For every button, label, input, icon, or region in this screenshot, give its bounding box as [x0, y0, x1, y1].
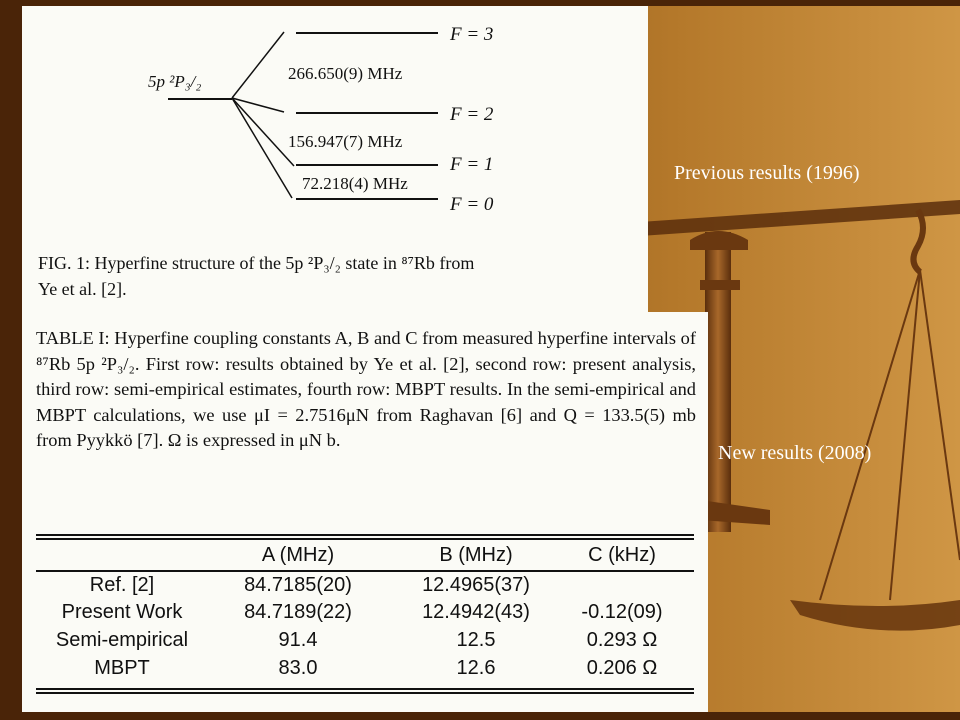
figure-caption — [38, 250, 638, 302]
row-label: Semi-empirical — [55, 629, 189, 651]
level-line-f3 — [296, 32, 438, 34]
cell-c: 0.293 Ω — [586, 629, 658, 651]
table-caption: TABLE I: Hyperfine coupling constants A, B and C from measured hyperfine intervals of ⁸⁷Rb 5p ²P₃/₂. First row: results obtained by Ye et al. [2], second row: present analysis, third row: semi-empirical estimates, fourth row: MBPT results. In the semi-empirical and MBPT calculations, we use μI = 2.7516μN from Raghavan [6] and Q = 133.5(5) mb from Pyykkö [7]. Ω is expressed in μN b. — [36, 328, 696, 450]
figure-clipping — [22, 6, 648, 312]
cell-a: 84.7185(20) — [244, 574, 352, 596]
level-label-f2: F = 2 — [450, 104, 494, 125]
cell-b: 12.4965(37) — [422, 574, 530, 596]
table-bottom-rule-double — [36, 692, 694, 694]
cell-a: 83.0 — [278, 657, 318, 679]
level-line-f1 — [296, 164, 438, 166]
row-label: Ref. [2] — [89, 574, 155, 596]
left-frame-border — [0, 0, 22, 720]
previous-results-label: Previous results (1996) — [674, 162, 860, 184]
figure-caption-line2: Ye et al. [2]. — [38, 279, 127, 299]
level-line-f2 — [296, 112, 438, 114]
new-results-label: New results (2008) — [718, 442, 872, 464]
row-label: MBPT — [94, 657, 150, 679]
table-bottom-rule — [36, 688, 694, 690]
table-header-rule — [36, 570, 694, 572]
level-label-f1: F = 1 — [450, 154, 494, 175]
bottom-frame-border — [0, 712, 960, 720]
interval-f1-f0: 72.218(4) MHz — [302, 174, 408, 193]
cell-b: 12.6 — [456, 657, 496, 679]
cell-c: -0.12(09) — [581, 601, 663, 623]
figure-caption-line1: FIG. 1: Hyperfine structure of the 5p ²P₃/₂ state in ⁸⁷Rb from — [38, 253, 475, 273]
row-label: Present Work — [61, 601, 183, 623]
level-label-f0: F = 0 — [450, 194, 494, 215]
header-b: B (MHz) — [439, 544, 513, 566]
cell-c: 0.206 Ω — [586, 657, 658, 679]
cell-a: 84.7189(22) — [244, 601, 352, 623]
cell-b: 12.5 — [456, 629, 496, 651]
interval-f3-f2: 266.650(9) MHz — [288, 64, 403, 83]
header-a: A (MHz) — [261, 544, 335, 566]
state-label: 5p ²P₃/₂ — [148, 72, 202, 91]
table-top-rule — [36, 534, 694, 536]
table-clipping — [22, 312, 708, 712]
cell-b: 12.4942(43) — [422, 601, 530, 623]
level-line-f0 — [296, 198, 438, 200]
table-top-rule-double — [36, 538, 694, 540]
interval-f2-f1: 156.947(7) MHz — [288, 132, 403, 151]
header-c: C (kHz) — [588, 544, 656, 566]
level-label-f3: F = 3 — [450, 24, 494, 45]
cell-a: 91.4 — [278, 629, 318, 651]
